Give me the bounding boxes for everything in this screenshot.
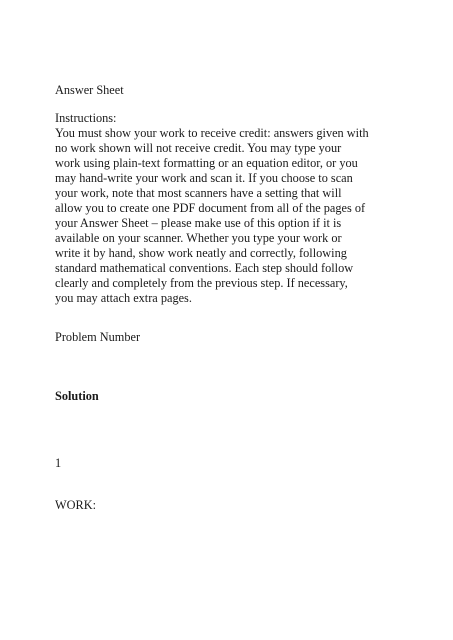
- work-label: WORK:: [55, 498, 96, 512]
- instructions-line: clearly and completely from the previous step. If necessary,: [55, 276, 348, 290]
- instructions-line: your work, note that most scanners have a setting that will: [55, 186, 342, 200]
- page-title: Answer Sheet: [55, 83, 124, 97]
- problem-number-value: 1: [55, 456, 62, 470]
- instructions-line: You must show your work to receive credit: answers given with: [55, 126, 369, 140]
- instructions-line: you may attach extra pages.: [55, 291, 192, 305]
- instructions-line: available on your scanner. Whether you type your work or: [55, 231, 342, 245]
- instructions-line: work using plain-text formatting or an equation editor, or you: [55, 156, 358, 170]
- instructions-line: may hand-write your work and scan it. If you choose to scan: [55, 171, 353, 185]
- instructions-line: standard mathematical conventions. Each step should follow: [55, 261, 354, 275]
- instructions-line: write it by hand, show work neatly and correctly, following: [55, 246, 347, 260]
- problem-number-label: Problem Number: [55, 330, 141, 344]
- instructions-line: no work shown will not receive credit. You may type your: [55, 141, 342, 155]
- instructions-line: allow you to create one PDF document from all of the pages of: [55, 201, 366, 215]
- solution-label: Solution: [55, 389, 99, 403]
- instructions-heading: Instructions:: [55, 111, 117, 125]
- instructions-line: your Answer Sheet – please make use of this option if it is: [55, 216, 342, 230]
